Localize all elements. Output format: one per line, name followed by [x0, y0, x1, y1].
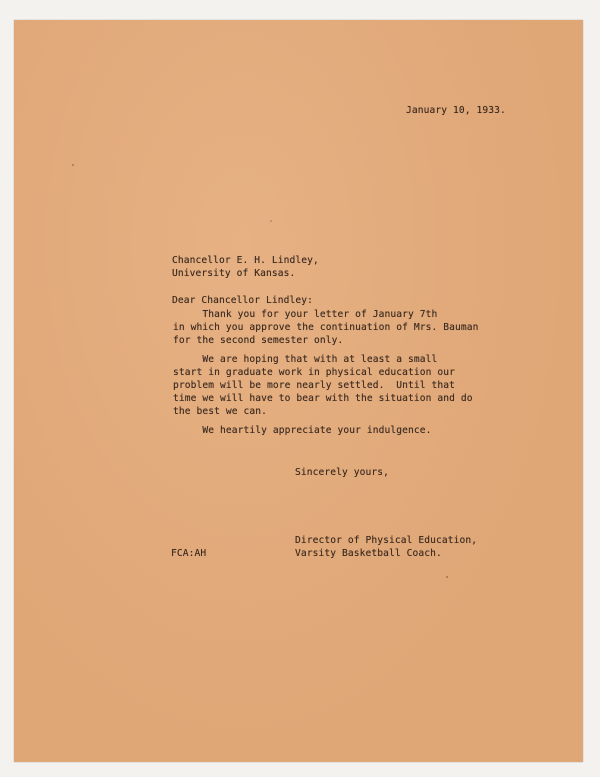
body-paragraph-2-line-5: the best we can.	[173, 406, 268, 417]
recipient-institution: University of Kansas.	[172, 268, 296, 279]
paper-speck	[270, 220, 272, 222]
paper-speck	[72, 164, 74, 166]
body-paragraph-3: We heartily appreciate your indulgence.	[173, 425, 432, 436]
reference-initials: FCA:AH	[171, 548, 207, 559]
salutation: Dear Chancellor Lindley:	[172, 295, 314, 306]
letter-sheet	[14, 20, 583, 762]
letter-date: January 10, 1933.	[406, 105, 506, 116]
body-paragraph-2-line-3: problem will be more nearly settled. Until that	[173, 380, 456, 391]
body-paragraph-2-line-2: start in graduate work in physical education our	[173, 367, 456, 378]
paper-speck	[446, 576, 448, 578]
body-paragraph-2-line-4: time we will have to bear with the situation and do	[173, 393, 473, 404]
signature-title-line-1: Director of Physical Education,	[295, 535, 478, 546]
recipient-name: Chancellor E. H. Lindley,	[172, 255, 319, 266]
body-paragraph-2-line-1: We are hoping that with at least a small	[173, 354, 438, 365]
body-paragraph-1-line-2: in which you approve the continuation of Mrs. Bauman	[173, 322, 479, 333]
body-paragraph-1-line-3: for the second semester only.	[173, 335, 344, 346]
signature-title-line-2: Varsity Basketball Coach.	[295, 548, 442, 559]
body-paragraph-1-line-1: Thank you for your letter of January 7th	[173, 309, 438, 320]
complimentary-close: Sincerely yours,	[295, 467, 390, 478]
